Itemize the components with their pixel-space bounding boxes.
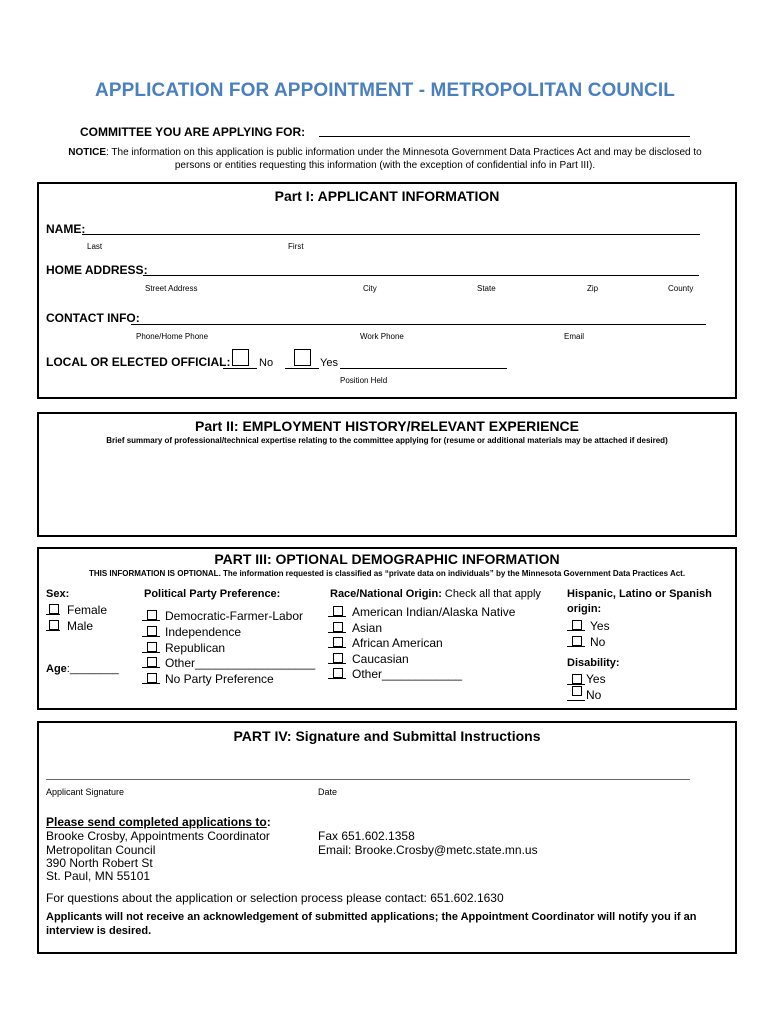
official-yes-label: Yes [320, 357, 338, 369]
party-none-checkbox[interactable] [147, 673, 157, 683]
party-dfl-checkbox[interactable] [147, 610, 157, 620]
name-input[interactable] [82, 234, 700, 235]
race-hint: Check all that apply [441, 588, 541, 600]
notice-label: NOTICE [68, 147, 107, 158]
send-heading [46, 815, 271, 829]
address-sub-county: County [668, 284, 694, 293]
race-asian-underline [328, 632, 346, 633]
sex-male-underline [46, 630, 60, 631]
hispanic-no-checkbox[interactable] [572, 636, 582, 646]
part2-subtitle: Brief summary of professional/technical expertise relating to the committee applying for (resume or additional materials may be attached if desired) [106, 436, 668, 445]
part3-optional-text: . The information requested is classified as “private data on individuals” by the Minnesota Government Data Practices Act. [218, 569, 686, 578]
party-republican-checkbox[interactable] [147, 642, 157, 652]
form-title: APPLICATION FOR APPOINTMENT - METROPOLITAN COUNCIL [95, 80, 675, 101]
address-line-1: Brooke Crosby, Appointments Coordinator [46, 829, 270, 843]
contact-sub-phone: Phone/Home Phone [136, 332, 209, 341]
notice-line-1 [0, 147, 770, 158]
sex-female-checkbox[interactable] [49, 604, 59, 614]
disability-yes-underline [567, 684, 585, 685]
party-other-underline [142, 667, 160, 668]
ack-line-1: Applicants will not receive an acknowledgement of submitted applications; the Appointment Coordinator will notify you if an [46, 911, 697, 923]
address-line-2: Metropolitan Council [46, 843, 156, 857]
contact-sub-work: Work Phone [360, 332, 404, 341]
party-independence-underline [142, 636, 160, 637]
party-republican-label: Republican [165, 641, 226, 655]
disability-no-checkbox[interactable] [572, 686, 582, 696]
hispanic-label-1: Hispanic, Latino or Spanish [567, 588, 712, 600]
part3-title: PART III: OPTIONAL DEMOGRAPHIC INFORMATION [214, 551, 560, 567]
signature-label: Applicant Signature [46, 787, 125, 797]
email-address[interactable]: Email: Brooke.Crosby@metc.state.mn.us [318, 843, 538, 857]
party-none-label: No Party Preference [165, 672, 274, 686]
address-label: HOME ADDRESS: [46, 263, 148, 277]
party-republican-underline [142, 652, 160, 653]
date-label: Date [318, 787, 338, 797]
contact-sub-email: Email [564, 332, 585, 341]
race-caucasian-underline [328, 663, 346, 664]
race-ai-label: American Indian/Alaska Native [352, 605, 516, 619]
race-label: Race/National Origin: [330, 588, 442, 600]
send-heading-text: Please send completed applications to [46, 815, 267, 829]
signature-input[interactable] [46, 779, 690, 780]
party-dfl-label: Democratic-Farmer-Labor [165, 609, 304, 623]
notice-text-1: : The information on this application is public information under the Minnesota Government Data Practices Act and may be disclosed to [106, 147, 702, 158]
disability-yes-label: Yes [586, 672, 606, 686]
party-independence-label: Independence [165, 625, 242, 639]
official-no-label: No [259, 357, 274, 369]
race-caucasian-checkbox[interactable] [333, 653, 343, 663]
address-line-3: 390 North Robert St [46, 856, 153, 870]
race-asian-checkbox[interactable] [333, 622, 343, 632]
address-sub-zip: Zip [587, 284, 599, 293]
race-ai-underline [328, 616, 346, 617]
part3-section [37, 547, 737, 710]
official-yes-underline [285, 368, 319, 369]
party-other-label[interactable]: Other__________________ [165, 656, 316, 670]
race-aa-underline [328, 647, 346, 648]
party-other-checkbox[interactable] [147, 657, 157, 667]
sex-female-label: Female [67, 603, 108, 617]
race-heading [330, 588, 541, 600]
race-aa-checkbox[interactable] [333, 637, 343, 647]
official-no-underline [223, 368, 257, 369]
party-independence-checkbox[interactable] [147, 626, 157, 636]
disability-yes-checkbox[interactable] [572, 674, 582, 684]
disability-no-underline [567, 700, 585, 701]
race-other-checkbox[interactable] [333, 668, 343, 678]
committee-input[interactable] [319, 136, 690, 137]
hispanic-label-2: origin: [567, 603, 602, 615]
age-field[interactable] [46, 663, 119, 675]
part2-section [37, 412, 737, 537]
part3-optional-label: THIS INFORMATION IS OPTIONAL [88, 569, 219, 578]
address-sub-city: City [363, 284, 377, 293]
official-no-checkbox[interactable] [232, 349, 249, 366]
name-label: NAME: [46, 222, 86, 236]
part3-notice [39, 569, 735, 578]
party-none-underline [142, 683, 160, 684]
ack-line-2: interview is desired. [46, 925, 152, 937]
part2-title: Part II: EMPLOYMENT HISTORY/RELEVANT EXPERIENCE [194, 418, 579, 434]
address-input[interactable] [143, 275, 699, 276]
address-line-4: St. Paul, MN 55101 [46, 869, 151, 883]
race-other-label[interactable]: Other____________ [352, 667, 463, 681]
hispanic-yes-checkbox[interactable] [572, 620, 582, 630]
contact-input[interactable] [131, 324, 706, 325]
part1-title: Part I: APPLICANT INFORMATION [274, 188, 500, 204]
fax-number: Fax 651.602.1358 [318, 829, 415, 843]
notice-line-2: persons or entities requesting this information (with the exception of confidential info in Part III). [174, 160, 596, 171]
questions-text: For questions about the application or selection process please contact: 651.602.1630 [46, 891, 504, 905]
race-aa-label: African American [352, 636, 443, 650]
hispanic-yes-underline [567, 630, 585, 631]
race-asian-label: Asian [352, 621, 383, 635]
age-input[interactable]: :________ [66, 663, 119, 675]
part4-title: PART IV: Signature and Submittal Instructions [233, 728, 541, 744]
party-label: Political Party Preference: [144, 588, 281, 600]
address-sub-street: Street Address [145, 284, 198, 293]
party-dfl-underline [142, 620, 160, 621]
position-held-input[interactable] [340, 368, 507, 369]
contact-label: CONTACT INFO: [46, 311, 140, 325]
hispanic-no-underline [567, 646, 585, 647]
sex-male-checkbox[interactable] [49, 620, 59, 630]
disability-no-label: No [586, 688, 602, 702]
position-held-label: Position Held [340, 376, 388, 385]
disability-label: Disability: [567, 657, 620, 669]
race-ai-checkbox[interactable] [333, 606, 343, 616]
race-caucasian-label: Caucasian [352, 652, 409, 666]
committee-label: COMMITTEE YOU ARE APPLYING FOR: [80, 125, 306, 139]
sex-label: Sex: [46, 588, 70, 600]
name-sub-first: First [288, 242, 304, 251]
send-heading-colon: : [266, 815, 271, 829]
sex-female-underline [46, 614, 60, 615]
name-sub-last: Last [87, 242, 103, 251]
official-yes-checkbox[interactable] [294, 349, 311, 366]
hispanic-yes-label: Yes [590, 619, 610, 633]
hispanic-no-label: No [590, 635, 606, 649]
race-other-underline [328, 678, 346, 679]
sex-male-label: Male [67, 619, 94, 633]
age-label: Age [46, 663, 67, 675]
official-label: LOCAL OR ELECTED OFFICIAL: [46, 355, 231, 369]
address-sub-state: State [477, 284, 496, 293]
